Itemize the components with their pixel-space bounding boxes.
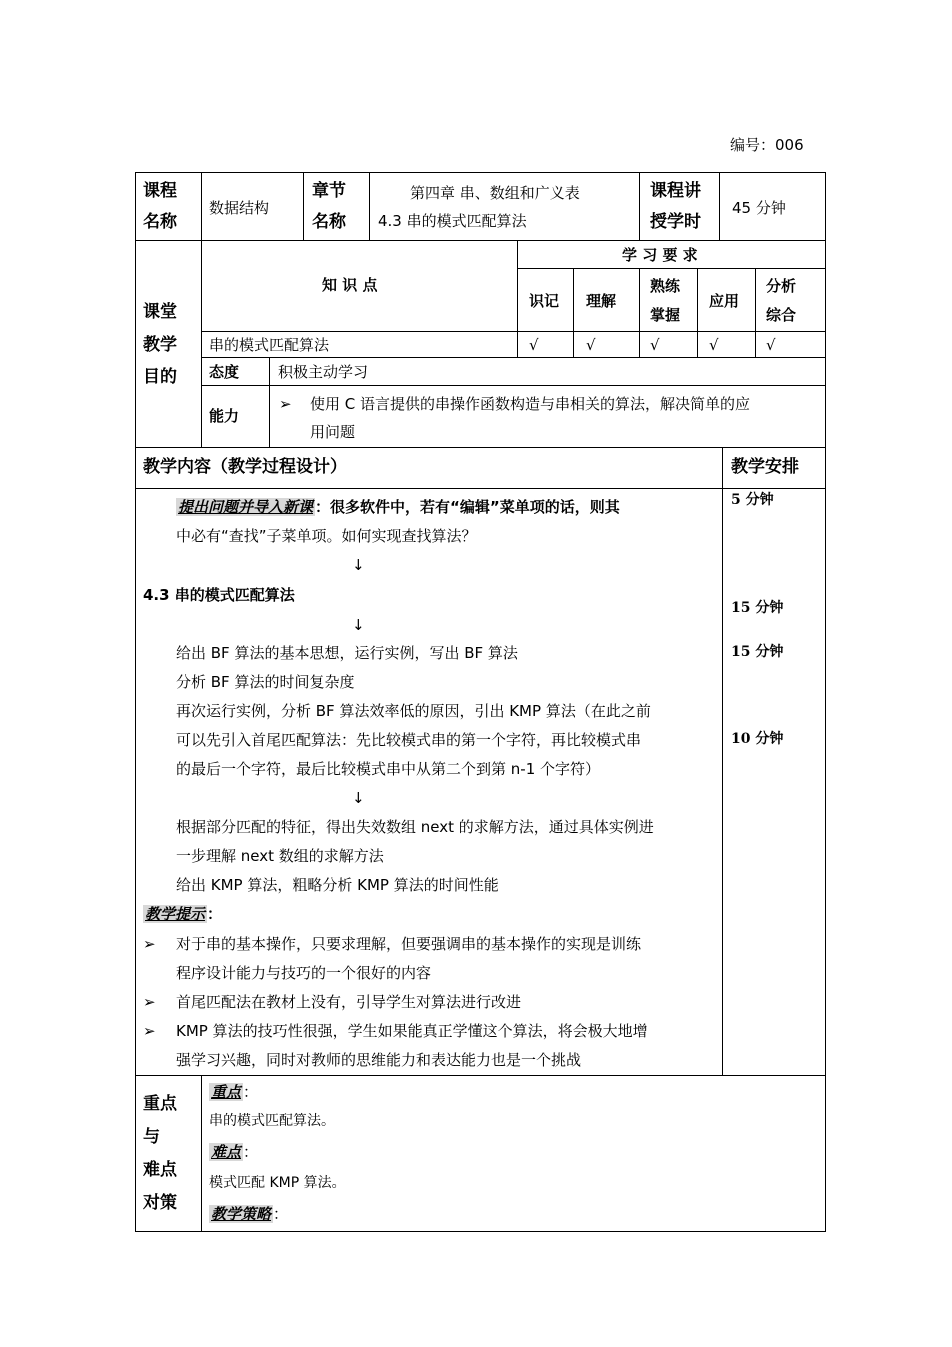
mark-understand: √ <box>586 336 596 354</box>
ability-value: 使用 C 语言提供的串操作函数构造与串相关的算法，解决简单的应 <box>310 395 751 413</box>
arrow-down-3: ↓ <box>352 789 365 807</box>
time-label: 课程讲 <box>650 181 701 201</box>
course-value: 数据结构 <box>209 199 270 217</box>
tip-bullet: ➢ <box>143 993 156 1011</box>
ability-label: 能力 <box>209 407 240 425</box>
tip-bullet: ➢ <box>143 935 156 953</box>
serial-number: 编号：006 <box>730 136 804 154</box>
schedule-item: 15 分钟 <box>731 644 784 660</box>
hard-point-value: 模式匹配 KMP 算法。 <box>209 1175 346 1191</box>
req-col-analyze: 分析 <box>766 277 797 295</box>
tips-title: 教学提示 <box>145 905 206 923</box>
tips-line <box>143 905 222 923</box>
req-col-understand: 理解 <box>586 292 617 310</box>
requirements-header: 学 习 要 求 <box>622 246 698 264</box>
strategy-title-line <box>209 1205 288 1223</box>
intro-line-2: 中必有“查找”子菜单项。如何实现查找算法？ <box>176 527 477 545</box>
mark-analyze: √ <box>766 336 776 354</box>
chapter-label: 章节 <box>312 181 346 201</box>
objectives-label-2: 教学 <box>143 335 177 355</box>
keypoints-label: 重点 <box>143 1094 177 1114</box>
tip-item: 强学习兴趣，同时对教师的思维能力和表达能力也是一个挑战 <box>176 1051 582 1069</box>
content-header: 教学内容（教学过程设计） <box>143 457 347 477</box>
schedule-item: 15 分钟 <box>731 600 784 616</box>
content-line: 再次运行实例，分析 BF 算法效率低的原因，引出 KMP 算法（在此之前 <box>176 702 651 720</box>
arrow-down-2: ↓ <box>352 616 365 634</box>
schedule-header: 教学安排 <box>731 457 799 477</box>
key-point-title: 重点 <box>211 1083 242 1101</box>
ability-value-2: 用问题 <box>310 423 356 441</box>
content-line: 一步理解 next 数组的求解方法 <box>176 847 384 865</box>
mark-master: √ <box>650 336 660 354</box>
keypoints-label-4: 对策 <box>143 1193 177 1213</box>
section-title: 4.3 串的模式匹配算法 <box>143 586 295 604</box>
key-point-value: 串的模式匹配算法。 <box>209 1113 335 1129</box>
keypoints-label-3: 难点 <box>143 1160 177 1180</box>
intro-colon-text: ：很多软件中，若有“编辑”菜单项的话，则其 <box>315 498 620 516</box>
content-line: 的最后一个字符，最后比较模式串中从第二个到第 n-1 个字符） <box>176 760 601 778</box>
content-line: 分析 BF 算法的时间复杂度 <box>176 673 355 691</box>
content-line: 给出 KMP 算法，粗略分析 KMP 算法的时间性能 <box>176 876 499 894</box>
arrow-down-1: ↓ <box>352 556 365 574</box>
tip-bullet: ➢ <box>143 1022 156 1040</box>
req-col-apply: 应用 <box>709 292 740 310</box>
ability-bullet: ➢ <box>279 395 292 413</box>
req-col-master-2: 掌握 <box>650 306 681 324</box>
chapter-label-2: 名称 <box>312 212 346 232</box>
tips-colon: ： <box>207 905 223 923</box>
key-point-colon: ： <box>243 1083 259 1101</box>
tip-item: 程序设计能力与技巧的一个很好的内容 <box>176 964 432 982</box>
course-label: 课程 <box>143 181 177 201</box>
knowledge-header: 知 识 点 <box>322 276 378 294</box>
attitude-value: 积极主动学习 <box>278 363 369 381</box>
tip-item: 对于串的基本操作，只要求理解，但要强调串的基本操作的实现是训练 <box>176 935 642 953</box>
hard-point-title: 难点 <box>211 1143 242 1161</box>
course-label-2: 名称 <box>143 212 177 232</box>
content-line: 可以先引入首尾匹配算法：先比较模式串的第一个字符，再比较模式串 <box>176 731 642 749</box>
intro-title: 提出问题并导入新课 <box>178 498 314 516</box>
intro-line <box>176 498 620 516</box>
req-col-master: 熟练 <box>650 277 681 295</box>
req-col-memorize: 识记 <box>529 292 560 310</box>
content-line: 给出 BF 算法的基本思想，运行实例，写出 BF 算法 <box>176 644 518 662</box>
req-col-analyze-2: 综合 <box>766 306 797 324</box>
tip-item: KMP 算法的技巧性很强，学生如果能真正学懂这个算法，将会极大地增 <box>176 1022 648 1040</box>
tip-item: 首尾匹配法在教材上没有，引导学生对算法进行改进 <box>176 993 522 1011</box>
keypoints-label-2: 与 <box>143 1127 160 1147</box>
objectives-label-3: 目的 <box>143 367 177 387</box>
strategy-colon: ： <box>273 1205 289 1223</box>
content-line: 根据部分匹配的特征，得出失效数组 next 的求解方法，通过具体实例进 <box>176 818 654 836</box>
hard-point-colon: ： <box>243 1143 259 1161</box>
mark-apply: √ <box>709 336 719 354</box>
chapter-value: 第四章 串、数组和广义表 <box>410 184 580 202</box>
schedule-item: 10 分钟 <box>731 731 784 747</box>
hard-point-title-line <box>209 1143 258 1161</box>
key-point-title-line <box>209 1083 258 1101</box>
attitude-label: 态度 <box>209 363 240 381</box>
knowledge-item: 串的模式匹配算法 <box>209 336 330 354</box>
time-value: 45 分钟 <box>732 199 786 217</box>
mark-memorize: √ <box>529 336 539 354</box>
time-label-2: 授学时 <box>650 212 701 232</box>
strategy-title: 教学策略 <box>211 1205 272 1223</box>
schedule-item: 5 分钟 <box>731 492 774 508</box>
objectives-label: 课堂 <box>143 302 177 322</box>
chapter-value-2: 4.3 串的模式匹配算法 <box>378 212 527 230</box>
